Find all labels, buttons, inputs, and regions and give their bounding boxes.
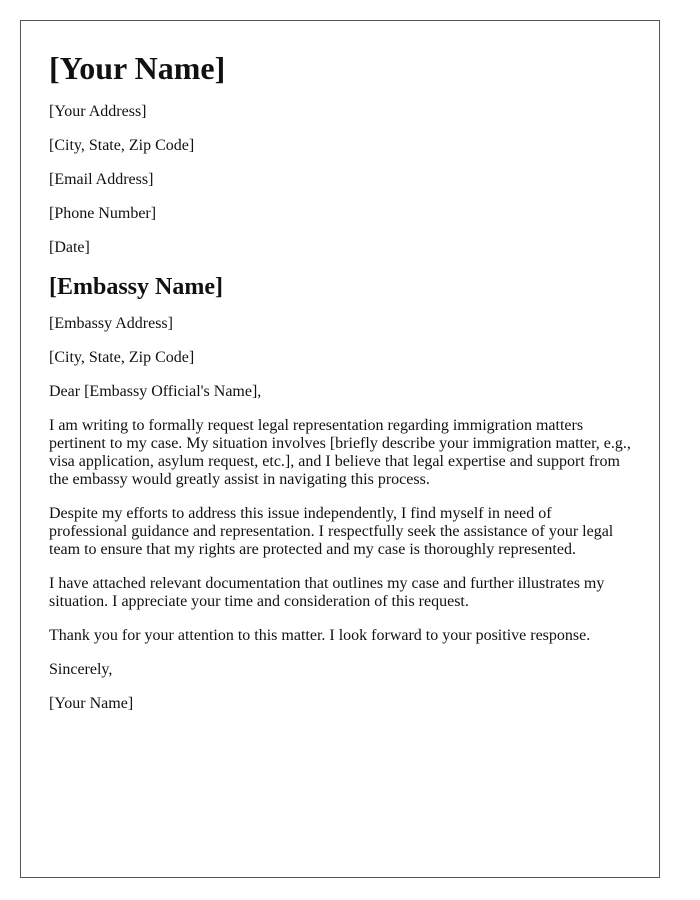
recipient-address: [Embassy Address] — [49, 315, 173, 332]
sender-name: [Your Name] — [49, 50, 226, 86]
body-paragraph-4: Thank you for your attention to this matter. I look forward to your positive response. — [49, 627, 591, 644]
closing: Sincerely, — [49, 661, 113, 678]
recipient-name: [Embassy Name] — [49, 274, 223, 300]
body-paragraph-3: I have attached relevant documentation that outlines my case and further illustrates my situation. I appreciate your time and consideration of this request. — [49, 575, 605, 610]
signature: [Your Name] — [49, 695, 134, 712]
recipient-city-state-zip: [City, State, Zip Code] — [49, 349, 195, 366]
sender-phone: [Phone Number] — [49, 205, 157, 222]
body-paragraph-2: Despite my efforts to address this issue independently, I find myself in need of professional guidance and representation. I respectfully seek the assistance of your legal team to ensure that my rights are protected and my case is thoroughly represented. — [49, 505, 614, 558]
sender-address: [Your Address] — [49, 103, 147, 120]
body-paragraph-1: I am writing to formally request legal representation regarding immigration matters pertinent to my case. My situation involves [briefly describe your immigration matter, e.g., visa application, asylum request, etc.], and I believe that legal expertise and support from the embassy would greatly assist in navigating this process. — [49, 417, 631, 488]
sender-city-state-zip: [City, State, Zip Code] — [49, 137, 195, 154]
sender-email: [Email Address] — [49, 171, 154, 188]
salutation: Dear [Embassy Official's Name], — [49, 383, 262, 400]
letter-date: [Date] — [49, 239, 90, 256]
letter-page — [20, 20, 660, 878]
